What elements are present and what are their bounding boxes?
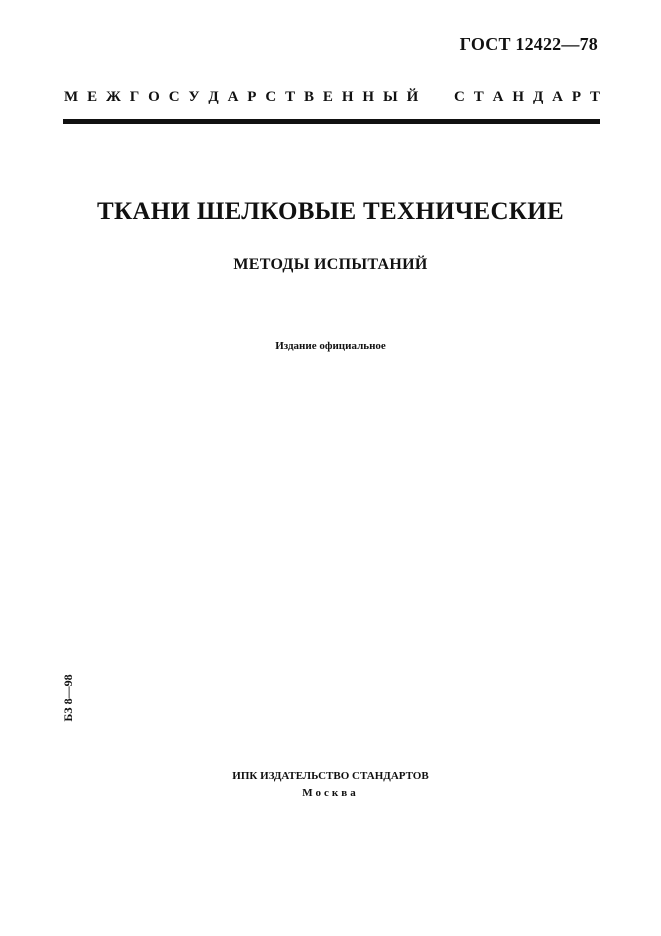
standard-type-letter: Д [208,89,219,105]
standard-type-letter: Р [247,89,257,105]
standard-type-letter: М [64,89,79,105]
standard-type-letter: А [227,89,239,105]
standard-type-letter: А [552,89,564,105]
standard-type-letter: Е [322,89,333,105]
edition-note: Издание официальное [275,340,386,352]
standard-type-letter: Г [129,89,140,105]
main-title: ТКАНИ ШЕЛКОВЫЕ ТЕХНИЧЕСКИЕ [97,198,564,225]
standard-type-letter: Т [473,89,484,105]
standard-type-letter: Ы [382,89,398,105]
standard-type-letter: У [188,89,200,105]
side-code: БЗ 8—98 [61,674,75,722]
standard-type-letter: Н [341,89,354,105]
header-rule [63,119,600,124]
standard-type-letter: Е [87,89,98,105]
standard-type-letter: Й [406,89,419,105]
standard-type-letter: Д [532,89,544,105]
standard-type-letter: А [492,89,504,105]
standard-type-letter: Ж [105,89,121,105]
standard-type [64,88,600,106]
standard-type-letter: Т [285,89,296,105]
publisher: ИПК ИЗДАТЕЛЬСТВО СТАНДАРТОВ [232,770,429,782]
standard-type-letter: О [148,89,160,105]
standard-type-letter: С [168,89,180,105]
city: Москва [302,787,359,799]
subtitle: МЕТОДЫ ИСПЫТАНИЙ [233,256,428,273]
standard-type-letter: В [304,89,315,105]
standard-type-letter: Р [571,89,582,105]
standard-type-letter: Т [589,89,600,105]
standard-type-letter: С [454,89,465,105]
doc-number: ГОСТ 12422—78 [459,34,598,54]
standard-type-letter: Н [362,89,375,105]
word-gap [427,88,445,106]
standard-type-letter: Н [512,89,525,105]
standard-type-letter: С [265,89,277,105]
